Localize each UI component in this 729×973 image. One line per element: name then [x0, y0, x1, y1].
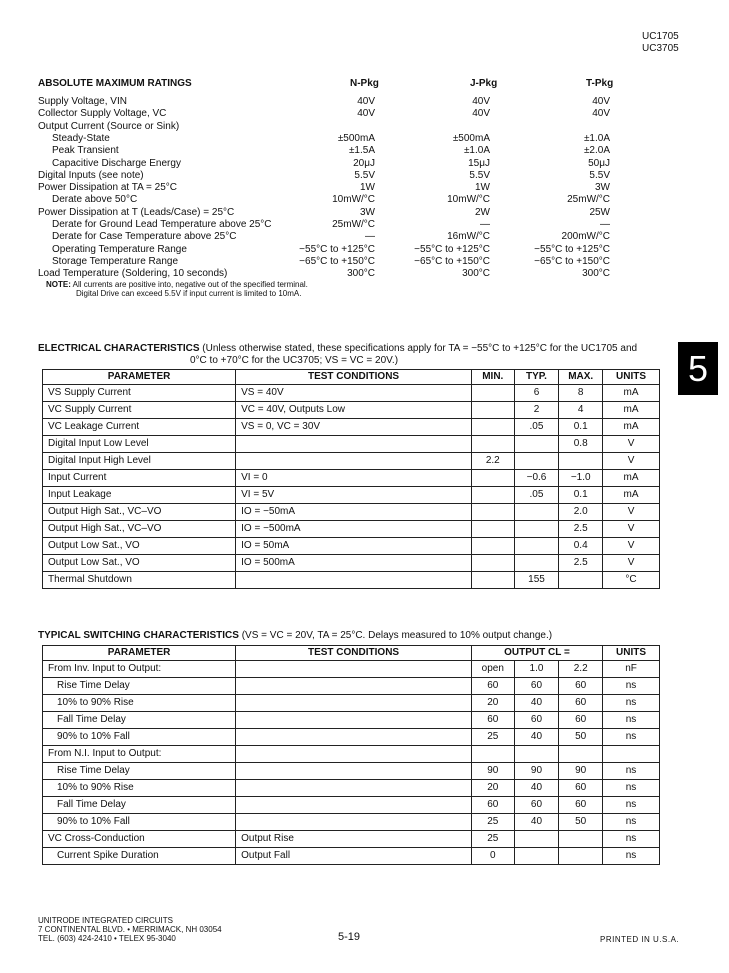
- abs-max-row: [38, 145, 650, 156]
- elec-h-param: PARAMETER: [43, 370, 236, 385]
- elec-units: V: [603, 521, 660, 538]
- elec-max: 0.8: [559, 436, 603, 453]
- elec-units: V: [603, 504, 660, 521]
- abs-max-n-value: —: [365, 231, 375, 243]
- switch-cl-2: [514, 848, 559, 865]
- elec-cond: IO = 50mA: [236, 538, 472, 555]
- abs-max-param: Derate for Case Temperature above 25°C: [52, 231, 237, 243]
- note-line-1: All currents are positive into, negative out of the specified terminal.: [72, 280, 308, 289]
- note-line-2: Digital Drive can exceed 5.5V if input current is limited to 10mA.: [76, 289, 302, 298]
- elec-min: [471, 521, 514, 538]
- elec-max: −1.0: [559, 470, 603, 487]
- elec-min: [471, 402, 514, 419]
- abs-max-t-value: —: [600, 219, 610, 230]
- elec-param: Output High Sat., VC–VO: [43, 521, 236, 538]
- abs-max-t-value: −65°C to +150°C: [534, 255, 610, 267]
- table-row: [43, 521, 660, 538]
- elec-min: 2.2: [471, 453, 514, 470]
- switch-units: ns: [603, 695, 660, 712]
- elec-units: mA: [603, 470, 660, 487]
- abs-max-n-value: ±1.5A: [348, 145, 375, 157]
- table-row: [43, 695, 660, 712]
- switch-units: ns: [603, 712, 660, 729]
- abs-max-param: Steady-State: [52, 132, 110, 144]
- switch-units: ns: [603, 814, 660, 831]
- elec-max: 0.4: [559, 538, 603, 555]
- switch-cl-1: 0: [471, 848, 514, 865]
- abs-max-row: [38, 244, 650, 255]
- note-label: NOTE:: [46, 280, 71, 289]
- elec-param: Thermal Shutdown: [43, 572, 236, 589]
- switch-cl-3: [559, 831, 603, 848]
- table-row: [43, 572, 660, 589]
- elec-cond: VS = 0, VC = 30V: [236, 419, 472, 436]
- elec-typ: [514, 555, 559, 572]
- switch-param: VC Cross-Conduction: [43, 831, 236, 848]
- table-row: [43, 555, 660, 572]
- switch-cl-1: 60: [471, 797, 514, 814]
- abs-max-row: [38, 182, 650, 193]
- abs-max-row: [38, 108, 650, 119]
- elec-cond-1: (Unless otherwise stated, these specifications apply for TA = −55°C to +125°C for the UC1705 and: [202, 343, 638, 354]
- switch-cl-3: 50: [559, 814, 603, 831]
- abs-max-n-value: 300°C: [347, 268, 375, 280]
- elec-typ: [514, 504, 559, 521]
- elec-cond: VC = 40V, Outputs Low: [236, 402, 472, 419]
- abs-max-n-value: 40V: [357, 96, 375, 107]
- switch-param: From Inv. Input to Output:: [43, 661, 236, 678]
- switch-param: Current Spike Duration: [43, 848, 236, 865]
- footer-phone: TEL. (603) 424-2410 • TELEX 95-3040: [38, 934, 176, 943]
- switch-units: ns: [603, 729, 660, 746]
- abs-max-n-value: −55°C to +125°C: [299, 243, 375, 255]
- abs-max-t-value: ±2.0A: [583, 145, 610, 157]
- sw-h-cond: TEST CONDITIONS: [236, 646, 472, 661]
- table-row: [43, 763, 660, 780]
- table-row: [43, 436, 660, 453]
- sw-h-units: UNITS: [603, 646, 660, 661]
- abs-max-j-value: 10mW/°C: [447, 194, 490, 206]
- abs-max-n-value: 3W: [360, 206, 375, 218]
- switch-param: Fall Time Delay: [43, 797, 236, 814]
- switch-cond: [236, 780, 472, 797]
- elec-heading: [38, 343, 658, 367]
- elec-min: [471, 419, 514, 436]
- abs-max-t-value: 5.5V: [589, 169, 610, 181]
- abs-max-param: Peak Transient: [52, 145, 119, 157]
- abs-max-t-value: −55°C to +125°C: [534, 243, 610, 255]
- table-row: [43, 780, 660, 797]
- section-tab: 5: [678, 342, 718, 395]
- elec-typ: 6: [514, 385, 559, 402]
- table-row: [43, 848, 660, 865]
- elec-cond: VS = 40V: [236, 385, 472, 402]
- switch-cl-3: 60: [559, 780, 603, 797]
- elec-min: [471, 385, 514, 402]
- part-number-1: UC1705: [642, 31, 679, 42]
- abs-max-param: Power Dissipation at TA = 25°C: [38, 182, 177, 194]
- switch-units: ns: [603, 763, 660, 780]
- abs-max-param: Power Dissipation at T (Leads/Case) = 25°C: [38, 206, 235, 218]
- elec-cond: IO = 500mA: [236, 555, 472, 572]
- switch-cl-3: 2.2: [559, 661, 603, 678]
- switch-cl-1: 20: [471, 695, 514, 712]
- part-number-2: UC3705: [642, 43, 679, 54]
- switch-units: nF: [603, 661, 660, 678]
- abs-max-row: [38, 231, 650, 242]
- abs-max-t-value: 40V: [592, 96, 610, 107]
- elec-h-max: MAX.: [559, 370, 603, 385]
- abs-max-param: Collector Supply Voltage, VC: [38, 108, 167, 120]
- abs-max-param: Digital Inputs (see note): [38, 169, 144, 181]
- footer-street: 7 CONTINENTAL BLVD. • MERRIMACK, NH 03054: [38, 925, 222, 934]
- switch-units: ns: [603, 848, 660, 865]
- switch-cl-1: 60: [471, 712, 514, 729]
- elec-max: 4: [559, 402, 603, 419]
- abs-max-j-value: 5.5V: [469, 169, 490, 181]
- elec-h-cond: TEST CONDITIONS: [236, 370, 472, 385]
- elec-param: Input Leakage: [43, 487, 236, 504]
- switch-cl-2: [514, 746, 559, 763]
- elec-h-units: UNITS: [603, 370, 660, 385]
- abs-max-j-value: 300°C: [462, 268, 490, 280]
- elec-max: 2.0: [559, 504, 603, 521]
- table-row: [43, 678, 660, 695]
- abs-max-row: [38, 219, 650, 230]
- switch-cond: [236, 746, 472, 763]
- abs-max-t-value: 300°C: [582, 268, 610, 280]
- switch-cl-2: 60: [514, 797, 559, 814]
- switch-param: Fall Time Delay: [43, 712, 236, 729]
- abs-max-j-value: ±500mA: [452, 132, 490, 144]
- col-j-pkg: J-Pkg: [470, 78, 498, 89]
- elec-max: 0.1: [559, 419, 603, 436]
- switch-cl-2: 40: [514, 780, 559, 797]
- elec-min: [471, 572, 514, 589]
- sw-h-output: OUTPUT CL =: [471, 646, 602, 661]
- switch-cl-3: 60: [559, 678, 603, 695]
- table-row: [43, 797, 660, 814]
- table-row: [43, 746, 660, 763]
- elec-typ: [514, 436, 559, 453]
- elec-param: VC Supply Current: [43, 402, 236, 419]
- elec-cond: VI = 5V: [236, 487, 472, 504]
- switch-cond: [236, 763, 472, 780]
- switch-cond: [236, 729, 472, 746]
- abs-max-j-value: 40V: [472, 96, 490, 107]
- switch-cl-1: open: [471, 661, 514, 678]
- abs-max-n-value: 10mW/°C: [332, 194, 375, 206]
- switch-param: From N.I. Input to Output:: [43, 746, 236, 763]
- switch-cond: [236, 797, 472, 814]
- table-row: [43, 470, 660, 487]
- elec-h-min: MIN.: [471, 370, 514, 385]
- abs-max-j-value: ±1.0A: [463, 145, 490, 157]
- abs-max-param: Derate for Ground Lead Temperature above 25°C: [52, 219, 272, 230]
- switch-cl-2: 40: [514, 814, 559, 831]
- switch-cl-3: [559, 848, 603, 865]
- elec-param: VC Leakage Current: [43, 419, 236, 436]
- switch-table: [42, 645, 660, 865]
- elec-max: 8: [559, 385, 603, 402]
- elec-units: V: [603, 555, 660, 572]
- elec-typ: [514, 538, 559, 555]
- elec-cond: [236, 572, 472, 589]
- abs-max-t-value: 25W: [589, 206, 610, 218]
- abs-max-row: [38, 268, 650, 279]
- abs-max-n-value: 25mW/°C: [332, 219, 375, 230]
- switch-cl-2: 40: [514, 695, 559, 712]
- elec-units: V: [603, 436, 660, 453]
- table-row: [43, 453, 660, 470]
- elec-typ: 155: [514, 572, 559, 589]
- switch-cl-2: 60: [514, 712, 559, 729]
- abs-max-j-value: 15μJ: [468, 157, 490, 169]
- abs-max-param: Output Current (Source or Sink): [38, 120, 180, 132]
- abs-max-j-value: −65°C to +150°C: [414, 255, 490, 267]
- abs-max-title: ABSOLUTE MAXIMUM RATINGS: [38, 78, 192, 89]
- abs-max-t-value: 200mW/°C: [561, 231, 610, 243]
- abs-max-n-value: ±500mA: [337, 132, 375, 144]
- abs-max-param: Storage Temperature Range: [52, 255, 179, 267]
- abs-max-param: Supply Voltage, VIN: [38, 96, 127, 107]
- switch-units: ns: [603, 780, 660, 797]
- abs-max-row: [38, 194, 650, 205]
- abs-max-param: Derate above 50°C: [52, 194, 138, 206]
- elec-param: Digital Input High Level: [43, 453, 236, 470]
- elec-cond: [236, 436, 472, 453]
- elec-param: Output Low Sat., VO: [43, 538, 236, 555]
- abs-max-param: Load Temperature (Soldering, 10 seconds): [38, 268, 228, 280]
- switch-cl-1: 25: [471, 814, 514, 831]
- abs-max-n-value: 40V: [357, 108, 375, 120]
- elec-typ: [514, 521, 559, 538]
- switch-cl-1: 20: [471, 780, 514, 797]
- abs-max-t-value: 25mW/°C: [567, 194, 610, 206]
- abs-max-note: [46, 280, 308, 298]
- switch-cl-1: 60: [471, 678, 514, 695]
- col-n-pkg: N-Pkg: [350, 78, 379, 89]
- abs-max-t-value: 50μJ: [588, 157, 610, 169]
- abs-max-j-value: —: [480, 219, 490, 230]
- col-t-pkg: T-Pkg: [586, 78, 614, 89]
- switch-cl-2: 40: [514, 729, 559, 746]
- elec-typ: [514, 453, 559, 470]
- abs-max-row: [38, 133, 650, 144]
- elec-cond: [236, 453, 472, 470]
- elec-h-typ: TYP.: [514, 370, 559, 385]
- elec-cond-2: 0°C to +70°C for the UC3705; VS = VC = 20V.): [190, 355, 399, 366]
- switch-cond: (VS = VC = 20V, TA = 25°C. Delays measured to 10% output change.): [241, 630, 553, 641]
- switch-units: ns: [603, 797, 660, 814]
- switch-cond: [236, 695, 472, 712]
- elec-max: 2.5: [559, 521, 603, 538]
- abs-max-n-value: 1W: [360, 182, 375, 194]
- switch-cl-2: 1.0: [514, 661, 559, 678]
- elec-cond: VI = 0: [236, 470, 472, 487]
- footer-address: [38, 916, 222, 943]
- switch-param: 10% to 90% Rise: [43, 780, 236, 797]
- table-row: [43, 504, 660, 521]
- elec-min: [471, 504, 514, 521]
- abs-max-row: [38, 96, 650, 107]
- abs-max-t-value: 40V: [592, 108, 610, 120]
- abs-max-j-value: −55°C to +125°C: [414, 243, 490, 255]
- part-numbers: [642, 31, 679, 55]
- abs-max-j-value: 40V: [472, 108, 490, 120]
- elec-table: [42, 369, 660, 589]
- switch-cond: [236, 814, 472, 831]
- printed-note: PRINTED IN U.S.A.: [600, 935, 680, 944]
- abs-max-param: Operating Temperature Range: [52, 243, 187, 255]
- switch-cl-1: 25: [471, 729, 514, 746]
- abs-max-t-value: ±1.0A: [583, 132, 610, 144]
- abs-max-row: [38, 121, 650, 132]
- switch-param: 90% to 10% Fall: [43, 729, 236, 746]
- footer-company: UNITRODE INTEGRATED CIRCUITS: [38, 916, 173, 925]
- switch-cl-2: 90: [514, 763, 559, 780]
- elec-units: °C: [603, 572, 660, 589]
- switch-cl-3: 90: [559, 763, 603, 780]
- switch-cl-3: 60: [559, 695, 603, 712]
- switch-units: ns: [603, 831, 660, 848]
- elec-units: mA: [603, 487, 660, 504]
- table-row: [43, 814, 660, 831]
- switch-cond: Output Fall: [236, 848, 472, 865]
- elec-min: [471, 470, 514, 487]
- elec-max: 0.1: [559, 487, 603, 504]
- switch-cl-3: [559, 746, 603, 763]
- switch-cl-2: [514, 831, 559, 848]
- elec-param: Output High Sat., VC–VO: [43, 504, 236, 521]
- switch-cl-1: [471, 746, 514, 763]
- abs-max-param: Capacitive Discharge Energy: [52, 157, 181, 169]
- elec-param: VS Supply Current: [43, 385, 236, 402]
- switch-param: Rise Time Delay: [43, 763, 236, 780]
- elec-typ: .05: [514, 487, 559, 504]
- elec-param: Output Low Sat., VO: [43, 555, 236, 572]
- page-number: 5-19: [338, 931, 361, 943]
- elec-min: [471, 538, 514, 555]
- table-row: [43, 729, 660, 746]
- switch-cond: [236, 661, 472, 678]
- elec-typ: .05: [514, 419, 559, 436]
- elec-param: Input Current: [43, 470, 236, 487]
- switch-cl-3: 60: [559, 797, 603, 814]
- switch-cl-3: 50: [559, 729, 603, 746]
- table-row: [43, 831, 660, 848]
- switch-heading: [38, 630, 552, 641]
- table-row: [43, 487, 660, 504]
- abs-max-row: [38, 256, 650, 267]
- elec-cond: IO = −500mA: [236, 521, 472, 538]
- switch-title: TYPICAL SWITCHING CHARACTERISTICS: [38, 630, 239, 641]
- elec-min: [471, 555, 514, 572]
- abs-max-j-value: 1W: [475, 182, 490, 194]
- switch-cl-1: 90: [471, 763, 514, 780]
- abs-max-row: [38, 170, 650, 181]
- abs-max-n-value: −65°C to +150°C: [299, 255, 375, 267]
- elec-units: mA: [603, 419, 660, 436]
- elec-max: 2.5: [559, 555, 603, 572]
- table-row: [43, 712, 660, 729]
- table-row: [43, 419, 660, 436]
- switch-param: 90% to 10% Fall: [43, 814, 236, 831]
- elec-max: [559, 572, 603, 589]
- table-row: [43, 385, 660, 402]
- elec-units: V: [603, 538, 660, 555]
- switch-cond: [236, 712, 472, 729]
- elec-typ: 2: [514, 402, 559, 419]
- switch-param: 10% to 90% Rise: [43, 695, 236, 712]
- abs-max-t-value: 3W: [595, 182, 610, 194]
- elec-title: ELECTRICAL CHARACTERISTICS: [38, 343, 200, 354]
- elec-min: [471, 436, 514, 453]
- table-row: [43, 402, 660, 419]
- elec-units: V: [603, 453, 660, 470]
- elec-units: mA: [603, 402, 660, 419]
- elec-typ: −0.6: [514, 470, 559, 487]
- abs-max-j-value: 2W: [475, 206, 490, 218]
- switch-cl-2: 60: [514, 678, 559, 695]
- elec-param: Digital Input Low Level: [43, 436, 236, 453]
- switch-cond: [236, 678, 472, 695]
- elec-cond: IO = −50mA: [236, 504, 472, 521]
- elec-max: [559, 453, 603, 470]
- table-row: [43, 538, 660, 555]
- abs-max-n-value: 20μJ: [353, 157, 375, 169]
- switch-cl-3: 60: [559, 712, 603, 729]
- switch-cond: Output Rise: [236, 831, 472, 848]
- switch-param: Rise Time Delay: [43, 678, 236, 695]
- abs-max-n-value: 5.5V: [354, 169, 375, 181]
- elec-units: mA: [603, 385, 660, 402]
- abs-max-row: [38, 207, 650, 218]
- abs-max-j-value: 16mW/°C: [447, 231, 490, 243]
- switch-units: ns: [603, 678, 660, 695]
- abs-max-row: [38, 158, 650, 169]
- switch-units: [603, 746, 660, 763]
- table-row: [43, 661, 660, 678]
- switch-cl-1: 25: [471, 831, 514, 848]
- sw-h-param: PARAMETER: [43, 646, 236, 661]
- elec-min: [471, 487, 514, 504]
